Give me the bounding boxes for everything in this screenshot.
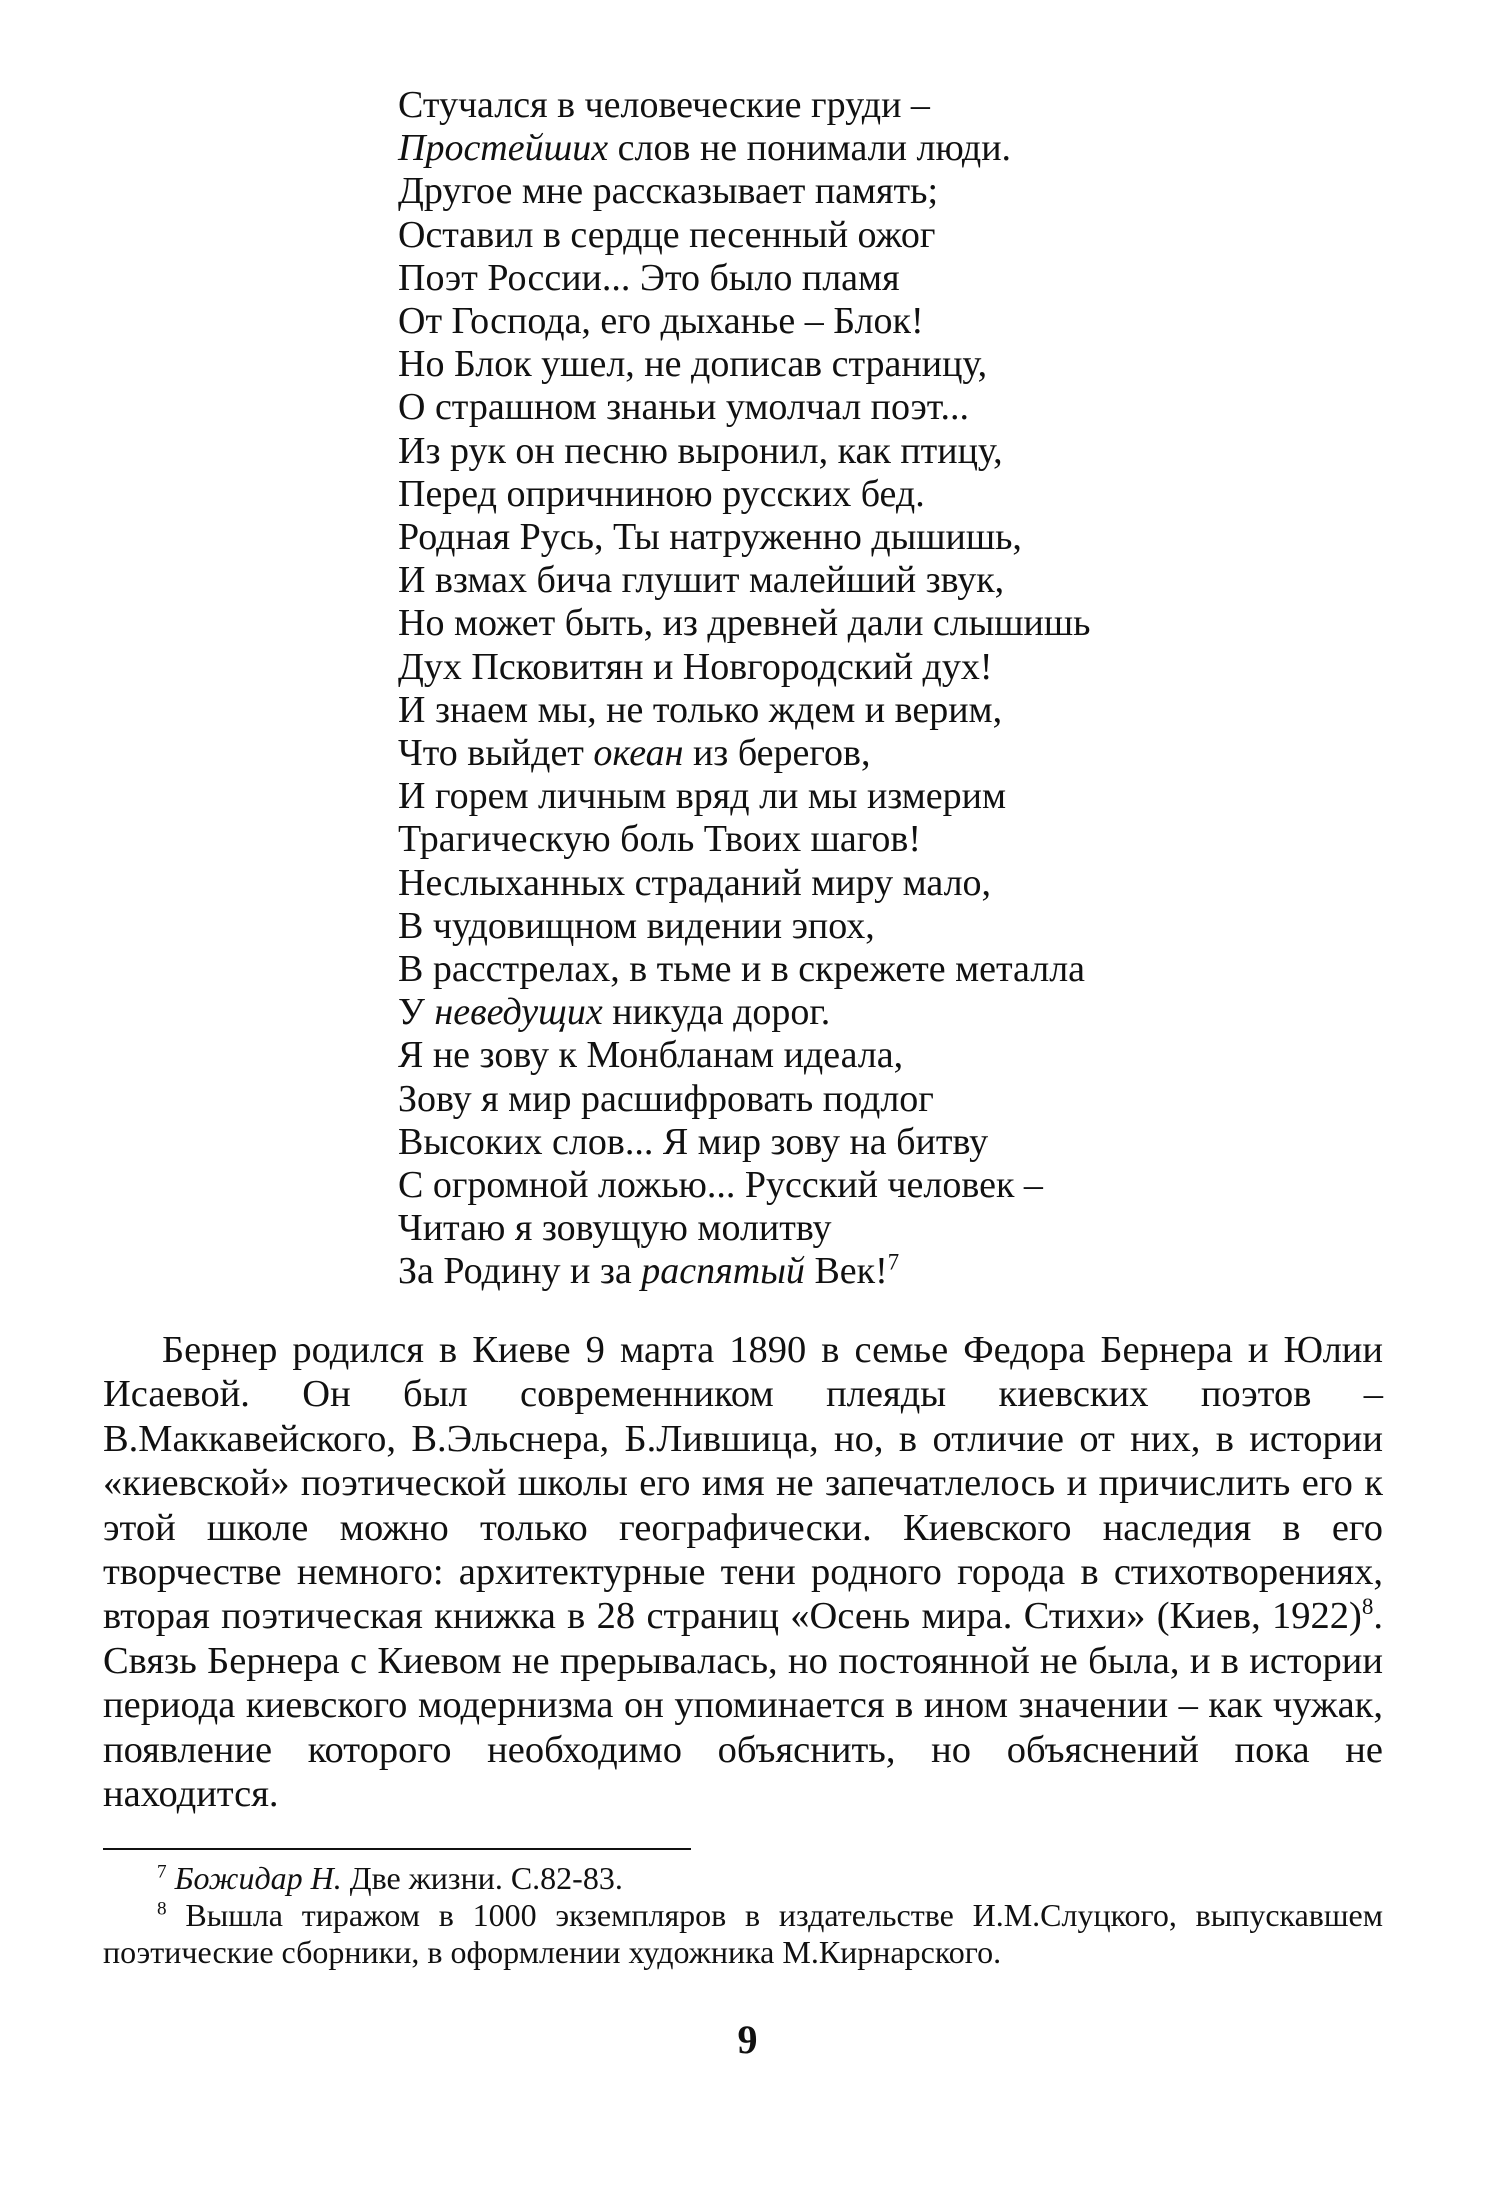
poem-line-pre: Неслыханных страданий миру мало,	[398, 861, 992, 904]
poem-line	[398, 991, 1090, 1034]
poem-line	[398, 1078, 1090, 1121]
poem-line-pre: Другое мне рассказывает память;	[398, 170, 939, 213]
poem-line-pre: Высоких слов... Я мир зову на битву	[398, 1120, 989, 1163]
poem-line	[398, 862, 1090, 905]
poem-line-pre: Но Блок ушел, не дописав страницу,	[398, 343, 988, 386]
footnote-author: Божидар Н.	[174, 1860, 342, 1896]
poem-line	[398, 516, 1090, 559]
poem-line-pre: И горем личным вряд ли мы измерим	[398, 775, 1007, 818]
poem-line-pre: И взмах бича глушит малейший звук,	[398, 559, 1005, 602]
poem-line-pre: Я не зову к Монбланам идеала,	[398, 1034, 904, 1077]
poem-line-pre: Из рук он песню выронил, как птицу,	[398, 429, 1003, 472]
poem-line	[398, 602, 1090, 645]
poem-line-pre: Читаю я зовущую молитву	[398, 1207, 832, 1250]
poem-line	[398, 386, 1090, 429]
poem-line-pre: Оставил в сердце песенный ожог	[398, 213, 936, 256]
poem-line-pre: Дух Псковитян и Новгородский дух!	[398, 645, 993, 688]
poem-line	[398, 559, 1090, 602]
poem-line	[398, 300, 1090, 343]
footnote-ref-7[interactable]: 7	[887, 1249, 900, 1275]
poem-line-pre: В расстрелах, в тьме и в скрежете металла	[398, 948, 1086, 991]
poem-line-post: Век!	[804, 1250, 888, 1293]
poem-line	[398, 84, 1090, 127]
poem-line-emphasis: неведущих	[434, 991, 603, 1034]
poem-line-emphasis: распятый	[641, 1250, 805, 1293]
poem-line	[398, 473, 1090, 516]
poem-line	[398, 257, 1090, 300]
poem-line	[398, 343, 1090, 386]
poem-line-emphasis: океан	[593, 732, 684, 775]
poem-line	[398, 1121, 1090, 1164]
poem-line-pre: Перед опричниною русских бед.	[398, 472, 925, 515]
poem-line-pre: Что выйдет	[398, 732, 594, 775]
poem-line	[398, 1164, 1090, 1207]
footnote-number: 8	[157, 1898, 167, 1920]
body-paragraph	[103, 1328, 1383, 1816]
poem-line-pre: Трагическую боль Твоих шагов!	[398, 818, 921, 861]
poem	[398, 84, 1090, 1294]
poem-line	[398, 430, 1090, 473]
poem-line-pre: За Родину и за	[398, 1250, 642, 1293]
poem-line-post: никуда дорог.	[602, 991, 831, 1034]
footnote-separator	[103, 1848, 691, 1850]
poem-line	[398, 818, 1090, 861]
poem-line	[398, 775, 1090, 818]
poem-line-post: из берегов,	[683, 732, 871, 775]
paragraph-text-after-ref: . Связь Бернера с Киевом не прерывалась, но постоянной не была, и в истории периода киевского модернизма он упоминается в ином значении – как чужак, появление которого необходимо объяснить, но объяснений пока не находится.	[103, 1595, 1383, 1816]
poem-line-pre: Родная Русь, Ты натруженно дышишь,	[398, 516, 1022, 559]
poem-line-post: слов не понимали люди.	[608, 127, 1012, 170]
poem-line	[398, 948, 1090, 991]
poem-line-pre: Зову я мир расшифровать подлог	[398, 1077, 934, 1120]
poem-line-pre: Но может быть, из древней дали слышишь	[398, 602, 1091, 645]
footnote-7	[103, 1860, 1383, 1897]
poem-line-pre: И знаем мы, не только ждем и верим,	[398, 688, 1003, 731]
poem-line	[398, 170, 1090, 213]
poem-line-pre: У	[398, 991, 435, 1034]
poem-line	[398, 689, 1090, 732]
poem-line	[398, 127, 1090, 170]
poem-line-pre: Стучался в человеческие груди –	[398, 84, 930, 126]
poem-line	[398, 646, 1090, 689]
footnote-ref-8[interactable]: 8	[1361, 1593, 1374, 1620]
footnote-text: Две жизни. С.82-83.	[341, 1860, 623, 1896]
poem-line	[398, 1207, 1090, 1250]
footnote-text: Вышла тиражом в 1000 экземпляров в издательстве И.М.Слуцкого, выпускавшем поэтические сборники, в оформлении художника М.Кирнарского.	[103, 1897, 1383, 1970]
paragraph-text-before-ref: Бернер родился в Киеве 9 марта 1890 в семье Федора Бернера и Юлии Исаевой. Он был современником плеяды киевских поэтов – В.Маккавейского, В.Эльснера, Б.Лившица, но, в отличие от них, в истории «киевской» поэтической школы его имя не запечатлелось и причислить его к этой школе можно только географически. Киевского наследия в его творчестве немного: архитектурные тени родного города в стихотворениях, вторая поэтическая книжка в 28 страниц «Осень мира. Стихи» (Киев, 1922)	[103, 1329, 1383, 1638]
poem-line	[398, 1250, 1090, 1293]
poem-line-pre: От Господа, его дыханье – Блок!	[398, 300, 924, 343]
poem-line-pre: О страшном знаньи умолчал поэт...	[398, 386, 970, 429]
page-number: 9	[737, 2017, 758, 2062]
footnote-number: 7	[157, 1861, 167, 1883]
poem-line-pre: С огромной ложью... Русский человек –	[398, 1164, 1043, 1207]
footnote-8	[103, 1897, 1383, 1971]
poem-line	[398, 905, 1090, 948]
footnotes	[103, 1860, 1383, 1971]
poem-line-emphasis: Простейших	[398, 127, 609, 170]
poem-line	[398, 732, 1090, 775]
poem-line	[398, 1034, 1090, 1077]
poem-line-pre: В чудовищном видении эпох,	[398, 904, 875, 947]
poem-line	[398, 214, 1090, 257]
poem-line-pre: Поэт России... Это было пламя	[398, 256, 900, 299]
